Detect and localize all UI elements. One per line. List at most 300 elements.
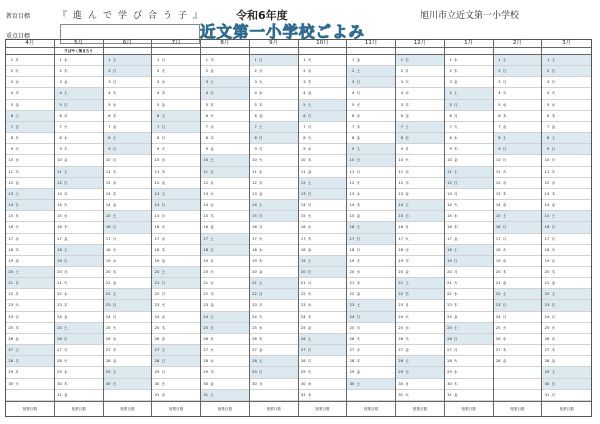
day-number: 15 xyxy=(203,214,208,219)
day-event xyxy=(118,367,152,377)
weekday-label: 金 xyxy=(551,124,556,129)
day-number: 31 xyxy=(154,392,160,397)
day-number: 9 xyxy=(10,147,13,152)
day-row xyxy=(55,77,103,88)
day-number: 31 xyxy=(447,392,452,397)
weekday-label: 水 xyxy=(307,147,312,152)
day-number: 20 xyxy=(252,269,257,274)
weekday-label: 日 xyxy=(112,147,117,152)
weekday-label: 土 xyxy=(112,214,117,219)
day-event xyxy=(69,88,103,98)
day-row xyxy=(6,200,54,211)
day-event xyxy=(20,356,54,366)
day-row xyxy=(396,300,444,311)
day-number: 20 xyxy=(8,269,13,274)
day-row xyxy=(347,289,395,300)
weekday-label: 木 xyxy=(356,359,361,364)
day-number: 10 xyxy=(105,158,111,163)
weekday-label: 木 xyxy=(307,314,312,319)
day-row xyxy=(201,77,249,88)
day-number: 4 xyxy=(10,91,13,96)
day-event xyxy=(313,167,347,177)
weekday-label: 日 xyxy=(63,102,68,107)
day-row xyxy=(104,356,152,367)
weekday-label: 金 xyxy=(453,80,458,85)
day-number: 7 xyxy=(400,124,403,129)
weekday-label: 水 xyxy=(307,381,312,386)
day-row xyxy=(396,256,444,267)
day-event xyxy=(508,234,542,244)
day-row xyxy=(55,390,103,401)
weekday-label: 土 xyxy=(210,80,214,85)
day-row xyxy=(152,222,200,233)
weekday-label: 火 xyxy=(502,169,507,174)
day-event xyxy=(166,88,200,98)
day-row xyxy=(347,234,395,245)
day-row xyxy=(542,88,591,99)
day-event xyxy=(118,88,152,98)
weekday-label: 日 xyxy=(551,303,556,308)
weekday-label: 木 xyxy=(15,325,19,330)
weekday-label: 金 xyxy=(258,191,263,196)
day-number: 24 xyxy=(8,314,13,319)
day-event xyxy=(20,178,54,188)
weekday-label: 金 xyxy=(502,359,507,364)
day-number: 12 xyxy=(105,180,111,185)
day-event xyxy=(118,144,152,154)
school-days-count xyxy=(55,401,103,416)
day-row xyxy=(494,312,542,323)
day-row xyxy=(6,356,54,367)
weekday-label: 金 xyxy=(356,214,361,219)
day-event xyxy=(508,323,542,333)
day-number: 29 xyxy=(349,370,355,375)
day-row xyxy=(445,66,493,77)
day-row xyxy=(445,356,493,367)
weekday-label: 金 xyxy=(63,158,68,163)
day-row xyxy=(542,66,591,77)
day-row xyxy=(55,55,103,66)
day-event xyxy=(410,245,444,255)
weekday-label: 水 xyxy=(15,158,19,163)
month-label: 2月 xyxy=(494,40,542,48)
day-number: 7 xyxy=(59,124,62,129)
day-event xyxy=(215,234,249,244)
school-name: 旭川市立近文第一小学校 xyxy=(420,11,520,21)
day-row xyxy=(347,345,395,356)
day-row xyxy=(152,155,200,166)
day-number: 27 xyxy=(252,348,257,353)
weekday-label: 月 xyxy=(15,58,19,62)
day-number: 19 xyxy=(252,258,257,263)
day-number: 1 xyxy=(449,58,452,62)
day-event xyxy=(556,211,591,221)
day-event xyxy=(313,100,347,110)
day-row xyxy=(494,289,542,300)
day-event xyxy=(215,367,249,377)
weekday-label: 土 xyxy=(453,247,458,252)
day-number: 12 xyxy=(252,180,257,185)
day-number: 13 xyxy=(495,191,501,196)
weekday-label: 水 xyxy=(112,336,117,341)
day-event xyxy=(459,88,493,98)
day-event xyxy=(264,122,298,132)
day-number: 26 xyxy=(495,336,501,341)
weekday-label: 月 xyxy=(307,281,312,286)
weekday-label: 水 xyxy=(551,102,556,107)
day-number: 18 xyxy=(154,247,160,252)
weekday-label: 水 xyxy=(210,203,214,208)
day-list xyxy=(299,55,347,401)
weekday-label: 土 xyxy=(551,58,556,62)
month-theme xyxy=(542,48,591,55)
day-event xyxy=(410,189,444,199)
day-number: 8 xyxy=(156,136,160,141)
day-event xyxy=(459,189,493,199)
day-event xyxy=(118,167,152,177)
weekday-label: 日 xyxy=(356,80,361,85)
day-event xyxy=(20,155,54,165)
weekday-label: 水 xyxy=(161,158,166,163)
weekday-label: 日 xyxy=(356,236,361,241)
day-number: 15 xyxy=(57,214,62,219)
day-row xyxy=(396,312,444,323)
weekday-label: 木 xyxy=(405,336,409,341)
day-number: 14 xyxy=(203,203,208,208)
day-row xyxy=(542,100,591,111)
day-number: 22 xyxy=(398,292,403,297)
day-event xyxy=(313,66,347,76)
weekday-label: 日 xyxy=(258,370,263,375)
day-event xyxy=(166,200,200,210)
day-row xyxy=(347,144,395,155)
weekday-label: 水 xyxy=(15,236,19,241)
day-row xyxy=(347,278,395,289)
weekday-label: 土 xyxy=(63,325,68,330)
day-row xyxy=(6,312,54,323)
weekday-label: 土 xyxy=(112,58,117,62)
day-event xyxy=(166,278,200,288)
day-event xyxy=(361,77,395,87)
day-number: 16 xyxy=(154,225,160,230)
day-number: 14 xyxy=(105,203,111,208)
weekday-label: 日 xyxy=(551,225,556,230)
day-row-empty xyxy=(347,390,395,401)
day-row xyxy=(6,379,54,390)
day-number: 22 xyxy=(154,292,160,297)
day-row xyxy=(299,88,347,99)
weekday-label: 金 xyxy=(63,80,68,85)
day-event xyxy=(410,267,444,277)
day-row xyxy=(494,77,542,88)
day-number: 2 xyxy=(59,69,62,74)
day-number: 10 xyxy=(8,158,13,163)
weekday-label: 金 xyxy=(112,124,117,129)
day-row xyxy=(299,367,347,378)
day-event xyxy=(313,144,347,154)
day-number: 24 xyxy=(447,314,452,319)
day-event xyxy=(410,200,444,210)
day-event xyxy=(361,345,395,355)
weekday-label: 水 xyxy=(63,58,68,62)
day-row xyxy=(250,111,298,122)
day-number: 29 xyxy=(203,370,208,375)
day-number: 29 xyxy=(154,370,160,375)
weekday-label: 金 xyxy=(112,359,117,364)
month-column xyxy=(201,40,250,416)
day-number: 3 xyxy=(449,80,452,85)
day-number: 15 xyxy=(495,214,501,219)
weekday-label: 土 xyxy=(405,281,409,286)
day-number: 30 xyxy=(105,381,111,386)
day-event xyxy=(459,55,493,65)
day-number: 11 xyxy=(544,169,550,174)
day-event xyxy=(508,278,542,288)
day-row xyxy=(396,278,444,289)
day-row xyxy=(55,122,103,133)
weekday-label: 日 xyxy=(112,69,117,74)
day-event xyxy=(459,167,493,177)
goal-label: 教育目標 xyxy=(6,13,31,20)
day-row xyxy=(494,234,542,245)
day-row xyxy=(250,66,298,77)
day-event xyxy=(20,88,54,98)
day-row xyxy=(494,222,542,233)
day-event xyxy=(118,312,152,322)
weekday-label: 日 xyxy=(502,147,507,152)
day-event xyxy=(410,289,444,299)
day-event xyxy=(215,289,249,299)
day-number: 23 xyxy=(252,303,257,308)
weekday-label: 水 xyxy=(63,214,68,219)
day-row xyxy=(542,334,591,345)
month-column xyxy=(542,40,591,416)
weekday-label: 日 xyxy=(405,214,409,219)
weekday-label: 月 xyxy=(63,191,68,196)
weekday-label: 木 xyxy=(453,69,458,74)
day-number: 12 xyxy=(495,180,501,185)
day-event xyxy=(166,111,200,121)
day-number: 28 xyxy=(495,359,501,364)
day-row xyxy=(445,245,493,256)
day-number: 28 xyxy=(349,359,355,364)
day-row xyxy=(55,234,103,245)
weekday-label: 木 xyxy=(210,58,214,62)
day-event xyxy=(361,334,395,344)
day-event xyxy=(215,55,249,65)
day-number: 25 xyxy=(300,325,306,330)
day-row xyxy=(55,379,103,390)
weekday-label: 金 xyxy=(161,180,166,185)
school-days-count xyxy=(152,401,200,416)
day-event xyxy=(264,155,298,165)
weekday-label: 水 xyxy=(161,392,166,397)
day-event xyxy=(264,245,298,255)
weekday-label: 土 xyxy=(502,58,507,62)
day-event xyxy=(20,55,54,65)
day-number: 29 xyxy=(544,370,550,375)
day-row xyxy=(201,100,249,111)
month-theme xyxy=(494,48,542,55)
day-row xyxy=(299,222,347,233)
day-event xyxy=(118,379,152,389)
weekday-label: 水 xyxy=(161,236,166,241)
weekday-label: 木 xyxy=(551,348,556,353)
day-number: 30 xyxy=(57,381,62,386)
day-row xyxy=(6,222,54,233)
day-event xyxy=(215,211,249,221)
day-number: 21 xyxy=(495,281,501,286)
day-number: 6 xyxy=(449,113,452,118)
day-row xyxy=(347,111,395,122)
day-row xyxy=(347,55,395,66)
weekday-label: 火 xyxy=(258,158,263,163)
day-row xyxy=(152,111,200,122)
month-theme xyxy=(152,48,200,55)
day-number: 20 xyxy=(300,269,306,274)
day-number: 30 xyxy=(300,381,306,386)
weekday-label: 火 xyxy=(453,124,458,129)
school-days-label: 授業日数 xyxy=(217,407,233,411)
day-row xyxy=(299,55,347,66)
weekday-label: 火 xyxy=(210,269,214,274)
day-row xyxy=(396,267,444,278)
day-row xyxy=(494,88,542,99)
weekday-label: 水 xyxy=(502,336,507,341)
day-row xyxy=(396,245,444,256)
day-event xyxy=(69,200,103,210)
day-number: 25 xyxy=(495,325,501,330)
day-row xyxy=(299,390,347,401)
day-row xyxy=(250,133,298,144)
day-row xyxy=(201,367,249,378)
day-event xyxy=(69,267,103,277)
day-event xyxy=(508,334,542,344)
month-label: 3月 xyxy=(542,40,591,48)
weekday-label: 金 xyxy=(161,102,166,107)
day-number: 20 xyxy=(544,269,550,274)
school-days-label: 授業日数 xyxy=(315,407,330,411)
day-event xyxy=(459,323,493,333)
day-number: 8 xyxy=(108,136,111,141)
day-number: 4 xyxy=(303,91,306,96)
day-event xyxy=(69,379,103,389)
day-row xyxy=(347,155,395,166)
day-number: 24 xyxy=(203,314,208,319)
day-event xyxy=(264,367,298,377)
day-event xyxy=(166,155,200,165)
day-event xyxy=(508,345,542,355)
day-event xyxy=(361,222,395,232)
day-row xyxy=(201,144,249,155)
weekday-label: 火 xyxy=(356,180,361,185)
weekday-label: 月 xyxy=(112,236,117,241)
day-row xyxy=(104,77,152,88)
month-label: 6月 xyxy=(104,40,152,48)
day-row xyxy=(104,122,152,133)
day-event xyxy=(459,345,493,355)
day-row xyxy=(542,178,591,189)
day-event xyxy=(410,256,444,266)
weekday-label: 火 xyxy=(63,124,68,129)
day-row xyxy=(104,144,152,155)
weekday-label: 木 xyxy=(161,91,166,96)
weekday-label: 金 xyxy=(63,236,68,241)
weekday-label: 金 xyxy=(210,147,214,152)
day-event xyxy=(556,133,591,143)
day-row xyxy=(347,256,395,267)
day-row xyxy=(201,200,249,211)
school-days-label: 授業日数 xyxy=(559,407,574,411)
day-number: 19 xyxy=(8,258,13,263)
day-row xyxy=(396,222,444,233)
month-column xyxy=(6,40,55,416)
weekday-label: 木 xyxy=(63,381,68,386)
day-row xyxy=(494,55,542,66)
day-row xyxy=(6,77,54,88)
day-number: 29 xyxy=(8,370,13,375)
weekday-label: 土 xyxy=(551,370,556,375)
day-row xyxy=(152,300,200,311)
day-number: 12 xyxy=(349,180,355,185)
day-number: 2 xyxy=(498,69,501,74)
day-row xyxy=(445,77,493,88)
month-label: 4月 xyxy=(6,40,54,48)
day-number: 10 xyxy=(203,158,208,163)
day-number: 8 xyxy=(205,136,208,141)
day-row xyxy=(104,345,152,356)
day-row xyxy=(6,55,54,66)
day-row xyxy=(104,111,152,122)
day-number: 3 xyxy=(156,80,160,85)
day-event xyxy=(459,367,493,377)
day-number: 22 xyxy=(105,292,111,297)
weekday-label: 火 xyxy=(258,80,263,85)
day-row xyxy=(152,167,200,178)
day-row xyxy=(201,211,249,222)
day-row xyxy=(104,211,152,222)
day-event xyxy=(313,189,347,199)
day-number: 28 xyxy=(154,359,160,364)
month-label: 10月 xyxy=(299,40,347,48)
day-row xyxy=(445,367,493,378)
weekday-label: 金 xyxy=(405,113,409,118)
weekday-label: 土 xyxy=(551,136,556,141)
weekday-label: 月 xyxy=(63,348,68,353)
weekday-label: 火 xyxy=(551,91,556,96)
day-event xyxy=(459,122,493,132)
day-event xyxy=(508,312,542,322)
day-row xyxy=(55,367,103,378)
weekday-label: 土 xyxy=(210,236,214,241)
day-number: 5 xyxy=(254,102,257,107)
day-row xyxy=(152,211,200,222)
day-number: 18 xyxy=(8,247,13,252)
day-number: 4 xyxy=(449,91,452,96)
day-event xyxy=(264,144,298,154)
day-row xyxy=(250,278,298,289)
day-event xyxy=(118,323,152,333)
day-row xyxy=(250,100,298,111)
day-number: 16 xyxy=(544,225,550,230)
day-number: 21 xyxy=(8,281,13,286)
day-event xyxy=(361,234,395,244)
day-row xyxy=(347,367,395,378)
day-event xyxy=(508,256,542,266)
day-row xyxy=(104,88,152,99)
weekday-label: 金 xyxy=(453,392,458,397)
day-number: 24 xyxy=(349,314,355,319)
